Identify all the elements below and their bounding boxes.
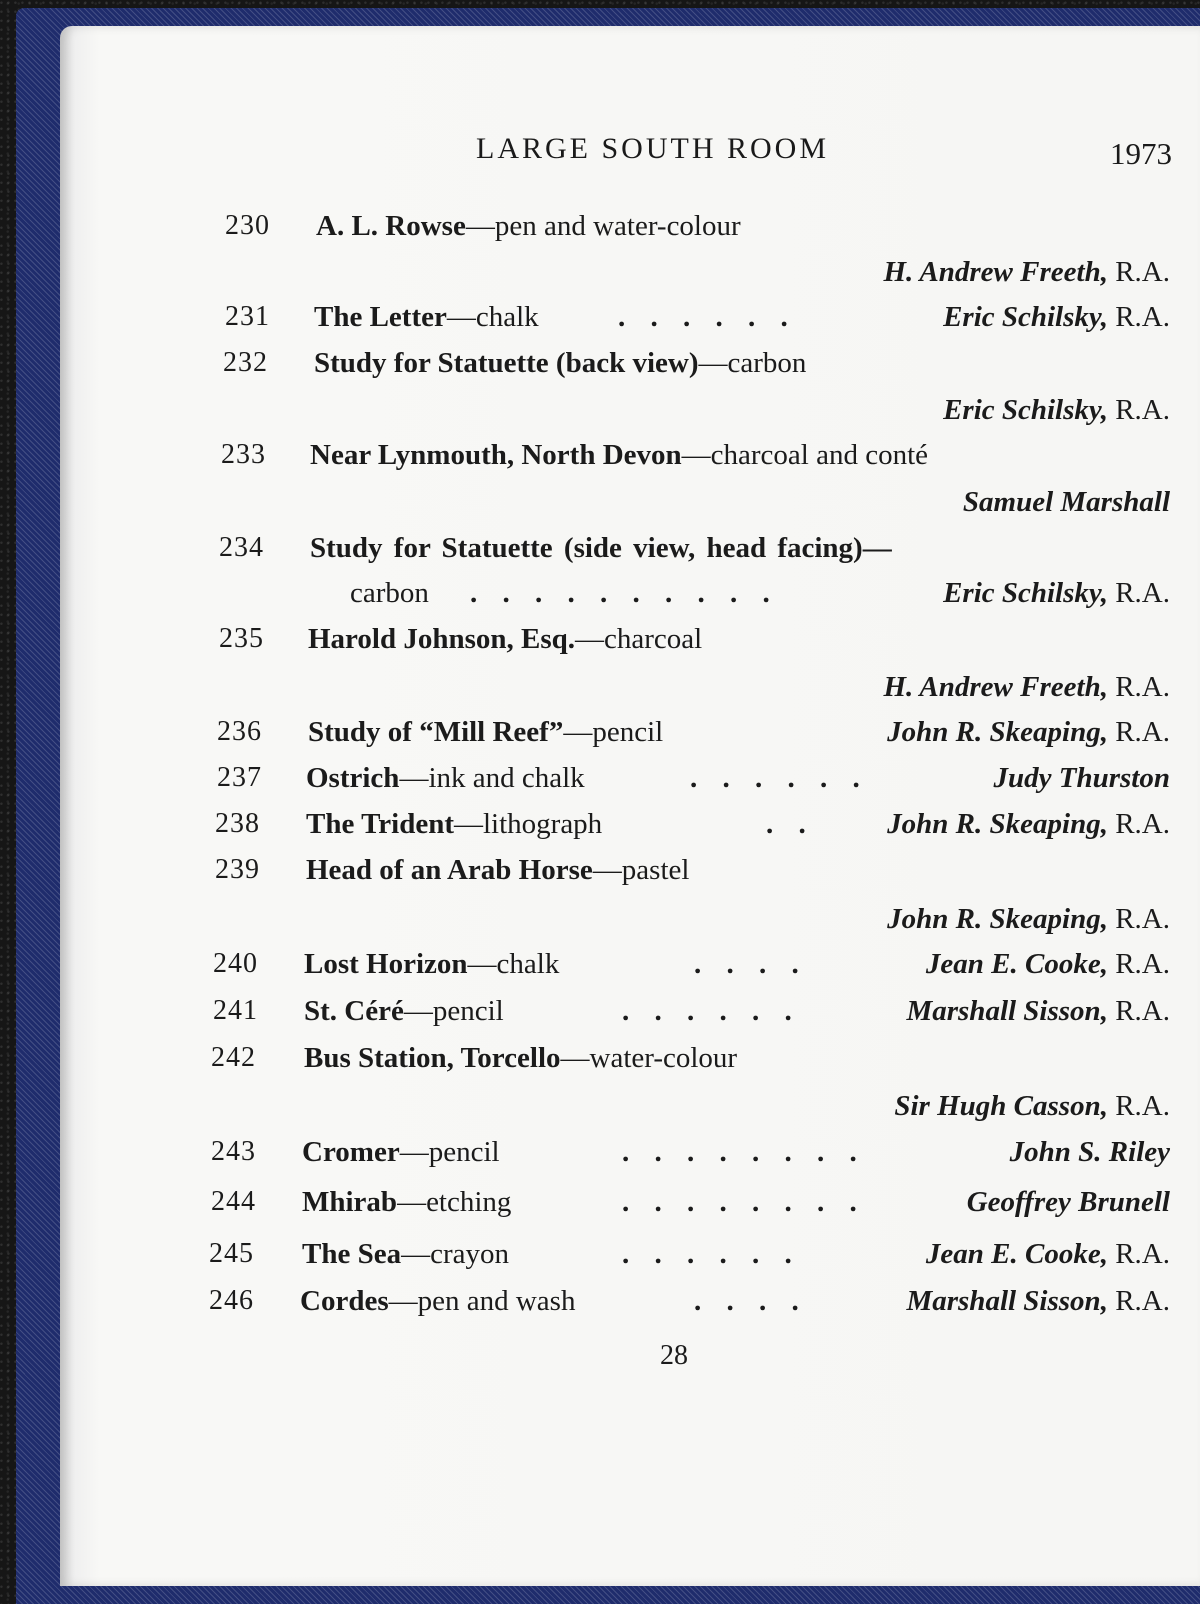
entry-number: 230	[225, 210, 270, 241]
leader-dots: . . . .	[694, 1285, 808, 1317]
entry-number: 246	[209, 1285, 254, 1316]
leader-dots: . . . . . . . . . .	[470, 577, 779, 609]
leader-dots: . . . . . .	[622, 1238, 801, 1270]
entry-number: 231	[225, 301, 270, 332]
entry-number: 234	[219, 532, 264, 563]
entry-artist: John R. Skeaping, R.A.	[887, 716, 1170, 748]
entry-artist: H. Andrew Freeth, R.A.	[883, 671, 1170, 703]
entry-title: Cordes—pen and wash	[300, 1285, 576, 1317]
entry-artist: Jean E. Cooke, R.A.	[925, 948, 1170, 980]
leader-dots: . . . . . . . .	[622, 1136, 866, 1168]
list-item	[0, 527, 1200, 569]
list-item-artist-line	[0, 898, 1200, 940]
entry-title: Cromer—pencil	[302, 1136, 500, 1168]
entry-artist: Eric Schilsky, R.A.	[943, 301, 1170, 333]
entry-artist: Geoffrey Brunell	[966, 1186, 1170, 1218]
leader-dots: . .	[766, 808, 815, 840]
entry-artist: John S. Riley	[1009, 1136, 1170, 1168]
entry-artist: Jean E. Cooke, R.A.	[925, 1238, 1170, 1270]
room-title: LARGE SOUTH ROOM	[476, 132, 830, 165]
leader-dots: . . . . . . . .	[622, 1186, 866, 1218]
entry-title: St. Céré—pencil	[304, 995, 504, 1027]
entry-title: Mhirab—etching	[302, 1186, 512, 1218]
entry-number: 242	[211, 1042, 256, 1073]
year: 1973	[1110, 136, 1172, 171]
list-item	[0, 711, 1200, 753]
entry-number: 245	[209, 1238, 254, 1269]
entry-artist: Eric Schilsky, R.A.	[943, 577, 1170, 609]
entry-artist: H. Andrew Freeth, R.A.	[883, 256, 1170, 288]
list-item	[0, 1280, 1200, 1322]
list-item	[0, 434, 1200, 476]
list-item	[0, 296, 1200, 338]
entry-number: 240	[213, 948, 258, 979]
entry-number: 233	[221, 439, 266, 470]
list-item	[0, 1037, 1200, 1079]
leader-dots: . . . .	[694, 948, 808, 980]
entry-artist: Marshall Sisson, R.A.	[906, 995, 1170, 1027]
leader-dots: . . . . . .	[618, 301, 797, 333]
entry-title: Study of “Mill Reef”—pencil	[308, 716, 664, 748]
entry-title: Study for Statuette (side view, head facing)—	[310, 532, 892, 564]
leader-dots: . . . . . .	[622, 995, 801, 1027]
entry-title: A. L. Rowse—pen and water-colour	[316, 210, 741, 242]
page-number: 28	[660, 1340, 688, 1371]
entry-number: 241	[213, 995, 258, 1026]
list-item	[0, 342, 1200, 384]
entry-number: 236	[217, 716, 262, 747]
entry-number: 237	[217, 762, 262, 793]
entry-number: 235	[219, 623, 264, 654]
list-item	[0, 1131, 1200, 1173]
list-item	[0, 1181, 1200, 1223]
entry-number: 243	[211, 1136, 256, 1167]
list-item	[0, 849, 1200, 891]
entry-number: 244	[211, 1186, 256, 1217]
entry-title: Near Lynmouth, North Devon—charcoal and conté	[310, 439, 929, 471]
list-item	[0, 205, 1200, 247]
entry-artist: Eric Schilsky, R.A.	[943, 394, 1170, 426]
list-item	[0, 943, 1200, 985]
entry-medium: carbon	[350, 577, 429, 609]
entry-title: The Sea—crayon	[302, 1238, 509, 1270]
entry-artist: John R. Skeaping, R.A.	[887, 903, 1170, 935]
list-item	[0, 803, 1200, 845]
entry-title: Ostrich—ink and chalk	[306, 762, 585, 794]
entry-title: The Letter—chalk	[314, 301, 539, 333]
entry-title: Lost Horizon—chalk	[304, 948, 560, 980]
entry-title: Study for Statuette (back view)—carbon	[314, 347, 807, 379]
entry-number: 239	[215, 854, 260, 885]
list-item-artist-line	[0, 251, 1200, 293]
entry-artist: Judy Thurston	[993, 762, 1170, 794]
entry-artist: Marshall Sisson, R.A.	[906, 1285, 1170, 1317]
entry-artist: Sir Hugh Casson, R.A.	[894, 1090, 1170, 1122]
list-item-artist-line	[0, 1085, 1200, 1127]
list-item	[0, 1233, 1200, 1275]
entry-number: 238	[215, 808, 260, 839]
list-item-artist-line	[0, 389, 1200, 431]
list-item-artist-line	[0, 666, 1200, 708]
list-item-artist-line	[0, 481, 1200, 523]
entry-title: The Trident—lithograph	[306, 808, 603, 840]
entry-number: 232	[223, 347, 268, 378]
list-item	[0, 757, 1200, 799]
entry-artist: John R. Skeaping, R.A.	[887, 808, 1170, 840]
entry-title: Head of an Arab Horse—pastel	[306, 854, 690, 886]
list-item	[0, 990, 1200, 1032]
list-item-continuation	[0, 572, 1200, 614]
leader-dots: . . . . . .	[690, 762, 869, 794]
entry-title: Bus Station, Torcello—water-colour	[304, 1042, 738, 1074]
list-item	[0, 618, 1200, 660]
entry-title: Harold Johnson, Esq.—charcoal	[308, 623, 703, 655]
entry-artist: Samuel Marshall	[962, 486, 1170, 518]
